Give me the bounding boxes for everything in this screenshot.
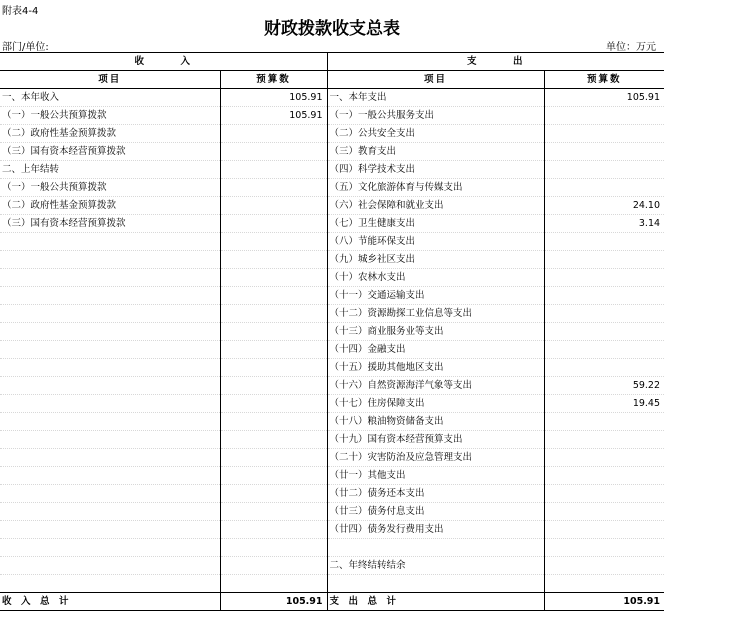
income-value-cell xyxy=(220,521,327,539)
table-row xyxy=(0,467,664,485)
expense-item-cell: （一）一般公共服务支出 xyxy=(327,107,544,125)
expense-item-cell: （廿四）债务发行费用支出 xyxy=(327,521,544,539)
income-item-cell xyxy=(0,539,220,557)
table-row xyxy=(0,179,664,197)
table-row xyxy=(0,485,664,503)
income-item-cell xyxy=(0,449,220,467)
expense-value-cell xyxy=(544,323,664,341)
expense-item-cell: 一、本年支出 xyxy=(327,89,544,107)
column-header-row xyxy=(0,71,664,89)
expense-item-cell: （廿三）债务付息支出 xyxy=(327,503,544,521)
income-value-cell xyxy=(220,539,327,557)
expense-item-cell: （十九）国有资本经营预算支出 xyxy=(327,431,544,449)
income-value-cell xyxy=(220,251,327,269)
expense-section-header: 支 出 xyxy=(327,53,664,71)
expense-item-cell: （二）公共安全支出 xyxy=(327,125,544,143)
table-row xyxy=(0,539,664,557)
income-item-cell xyxy=(0,341,220,359)
income-item-cell xyxy=(0,305,220,323)
expense-value-cell xyxy=(544,143,664,161)
expense-value-cell xyxy=(544,125,664,143)
income-value-cell xyxy=(220,269,327,287)
income-value-cell xyxy=(220,467,327,485)
table-row xyxy=(0,215,664,233)
expense-item-cell: （十七）住房保障支出 xyxy=(327,395,544,413)
expense-item-cell: （廿一）其他支出 xyxy=(327,467,544,485)
income-item-cell xyxy=(0,287,220,305)
income-value-cell xyxy=(220,413,327,431)
expense-value-cell xyxy=(544,485,664,503)
table-row xyxy=(0,305,664,323)
expense-item-cell: （十八）粮油物资储备支出 xyxy=(327,413,544,431)
income-item-cell xyxy=(0,269,220,287)
page-title: 财政拨款收支总表 xyxy=(264,19,400,39)
expense-budget-header: 预算数 xyxy=(544,71,664,89)
expense-value-cell xyxy=(544,305,664,323)
income-value-cell: 105.91 xyxy=(220,107,327,125)
section-header-row xyxy=(0,53,664,71)
table-row xyxy=(0,503,664,521)
table-row xyxy=(0,449,664,467)
expense-item-cell: （十四）金融支出 xyxy=(327,341,544,359)
expense-value-cell xyxy=(544,431,664,449)
table-row xyxy=(0,377,664,395)
income-item-cell xyxy=(0,575,220,593)
table-row xyxy=(0,521,664,539)
expense-item-cell: （三）教育支出 xyxy=(327,143,544,161)
expense-item-cell: （二十）灾害防治及应急管理支出 xyxy=(327,449,544,467)
income-item-cell: （一）一般公共预算拨款 xyxy=(0,107,220,125)
income-value-cell xyxy=(220,323,327,341)
table-row xyxy=(0,341,664,359)
income-item-header: 项目 xyxy=(0,71,220,89)
expense-item-cell: （十三）商业服务业等支出 xyxy=(327,323,544,341)
income-item-cell xyxy=(0,521,220,539)
appendix-label: 附表4-4 xyxy=(2,6,39,17)
income-item-cell xyxy=(0,431,220,449)
income-item-cell xyxy=(0,557,220,575)
table-row xyxy=(0,269,664,287)
income-value-cell xyxy=(220,287,327,305)
expense-value-cell xyxy=(544,449,664,467)
income-item-cell: 二、上年结转 xyxy=(0,161,220,179)
expense-value-cell: 105.91 xyxy=(544,89,664,107)
income-item-cell xyxy=(0,467,220,485)
expense-total-label: 支 出 总 计 xyxy=(327,593,544,611)
expense-value-cell xyxy=(544,575,664,593)
income-value-cell xyxy=(220,377,327,395)
income-value-cell xyxy=(220,125,327,143)
table-row xyxy=(0,575,664,593)
income-item-cell: （三）国有资本经营预算拨款 xyxy=(0,215,220,233)
income-item-cell xyxy=(0,485,220,503)
expense-item-cell: （八）节能环保支出 xyxy=(327,233,544,251)
expense-value-cell: 3.14 xyxy=(544,215,664,233)
expense-value-cell xyxy=(544,269,664,287)
income-value-cell xyxy=(220,143,327,161)
expense-item-cell: （十一）交通运输支出 xyxy=(327,287,544,305)
table-row xyxy=(0,233,664,251)
expense-value-cell: 19.45 xyxy=(544,395,664,413)
expense-value-cell xyxy=(544,251,664,269)
income-item-cell xyxy=(0,359,220,377)
expense-item-header: 项目 xyxy=(327,71,544,89)
expense-item-cell: （六）社会保障和就业支出 xyxy=(327,197,544,215)
income-value-cell xyxy=(220,359,327,377)
income-value-cell xyxy=(220,503,327,521)
income-item-cell: （二）政府性基金预算拨款 xyxy=(0,197,220,215)
table-row xyxy=(0,557,664,575)
expense-value-cell xyxy=(544,287,664,305)
expense-item-cell: （十六）自然资源海洋气象等支出 xyxy=(327,377,544,395)
expense-value-cell xyxy=(544,413,664,431)
income-value-cell xyxy=(220,305,327,323)
income-value-cell xyxy=(220,431,327,449)
expense-item-cell: （五）文化旅游体育与传媒支出 xyxy=(327,179,544,197)
income-value-cell: 105.91 xyxy=(220,89,327,107)
totals-row xyxy=(0,593,664,611)
expense-value-cell xyxy=(544,539,664,557)
expense-value-cell xyxy=(544,233,664,251)
table-row xyxy=(0,89,664,107)
income-value-cell xyxy=(220,557,327,575)
budget-table xyxy=(0,52,664,611)
budget-table-body xyxy=(0,53,664,611)
table-row xyxy=(0,125,664,143)
income-item-cell xyxy=(0,395,220,413)
income-value-cell xyxy=(220,341,327,359)
unit-label: 单位：万元 xyxy=(606,42,656,53)
income-item-cell: （三）国有资本经营预算拨款 xyxy=(0,143,220,161)
expense-total-value: 105.91 xyxy=(544,593,664,611)
expense-item-cell: （十）农林水支出 xyxy=(327,269,544,287)
expense-value-cell xyxy=(544,161,664,179)
table-row xyxy=(0,287,664,305)
income-item-cell: 一、本年收入 xyxy=(0,89,220,107)
expense-value-cell xyxy=(544,107,664,125)
expense-value-cell xyxy=(544,179,664,197)
income-total-value: 105.91 xyxy=(220,593,327,611)
income-value-cell xyxy=(220,575,327,593)
income-value-cell xyxy=(220,233,327,251)
income-value-cell xyxy=(220,485,327,503)
income-total-label: 收 入 总 计 xyxy=(0,593,220,611)
table-row xyxy=(0,197,664,215)
income-value-cell xyxy=(220,449,327,467)
expense-value-cell xyxy=(544,521,664,539)
table-row xyxy=(0,251,664,269)
income-item-cell xyxy=(0,503,220,521)
income-value-cell xyxy=(220,395,327,413)
expense-value-cell xyxy=(544,557,664,575)
income-value-cell xyxy=(220,179,327,197)
expense-item-cell: （九）城乡社区支出 xyxy=(327,251,544,269)
expense-item-cell: （十五）援助其他地区支出 xyxy=(327,359,544,377)
income-value-cell xyxy=(220,161,327,179)
expense-item-cell: （四）科学技术支出 xyxy=(327,161,544,179)
income-item-cell: （一）一般公共预算拨款 xyxy=(0,179,220,197)
table-row xyxy=(0,395,664,413)
expense-item-cell: （廿二）债务还本支出 xyxy=(327,485,544,503)
income-budget-header: 预算数 xyxy=(220,71,327,89)
expense-item-cell: （十二）资源勘探工业信息等支出 xyxy=(327,305,544,323)
expense-item-cell xyxy=(327,575,544,593)
expense-item-cell: （七）卫生健康支出 xyxy=(327,215,544,233)
expense-value-cell: 59.22 xyxy=(544,377,664,395)
table-row xyxy=(0,161,664,179)
table-row xyxy=(0,431,664,449)
expense-value-cell xyxy=(544,359,664,377)
expense-value-cell xyxy=(544,503,664,521)
income-section-header: 收 入 xyxy=(0,53,327,71)
income-value-cell xyxy=(220,197,327,215)
expense-item-cell: 二、年终结转结余 xyxy=(327,557,544,575)
income-item-cell xyxy=(0,233,220,251)
table-row xyxy=(0,143,664,161)
income-item-cell xyxy=(0,377,220,395)
income-item-cell xyxy=(0,413,220,431)
income-value-cell xyxy=(220,215,327,233)
table-row xyxy=(0,323,664,341)
income-item-cell: （二）政府性基金预算拨款 xyxy=(0,125,220,143)
table-row xyxy=(0,413,664,431)
expense-item-cell xyxy=(327,539,544,557)
expense-value-cell xyxy=(544,341,664,359)
expense-value-cell xyxy=(544,467,664,485)
table-row xyxy=(0,359,664,377)
income-item-cell xyxy=(0,251,220,269)
income-item-cell xyxy=(0,323,220,341)
dept-label: 部门/单位: xyxy=(2,42,49,53)
table-row xyxy=(0,107,664,125)
expense-value-cell: 24.10 xyxy=(544,197,664,215)
